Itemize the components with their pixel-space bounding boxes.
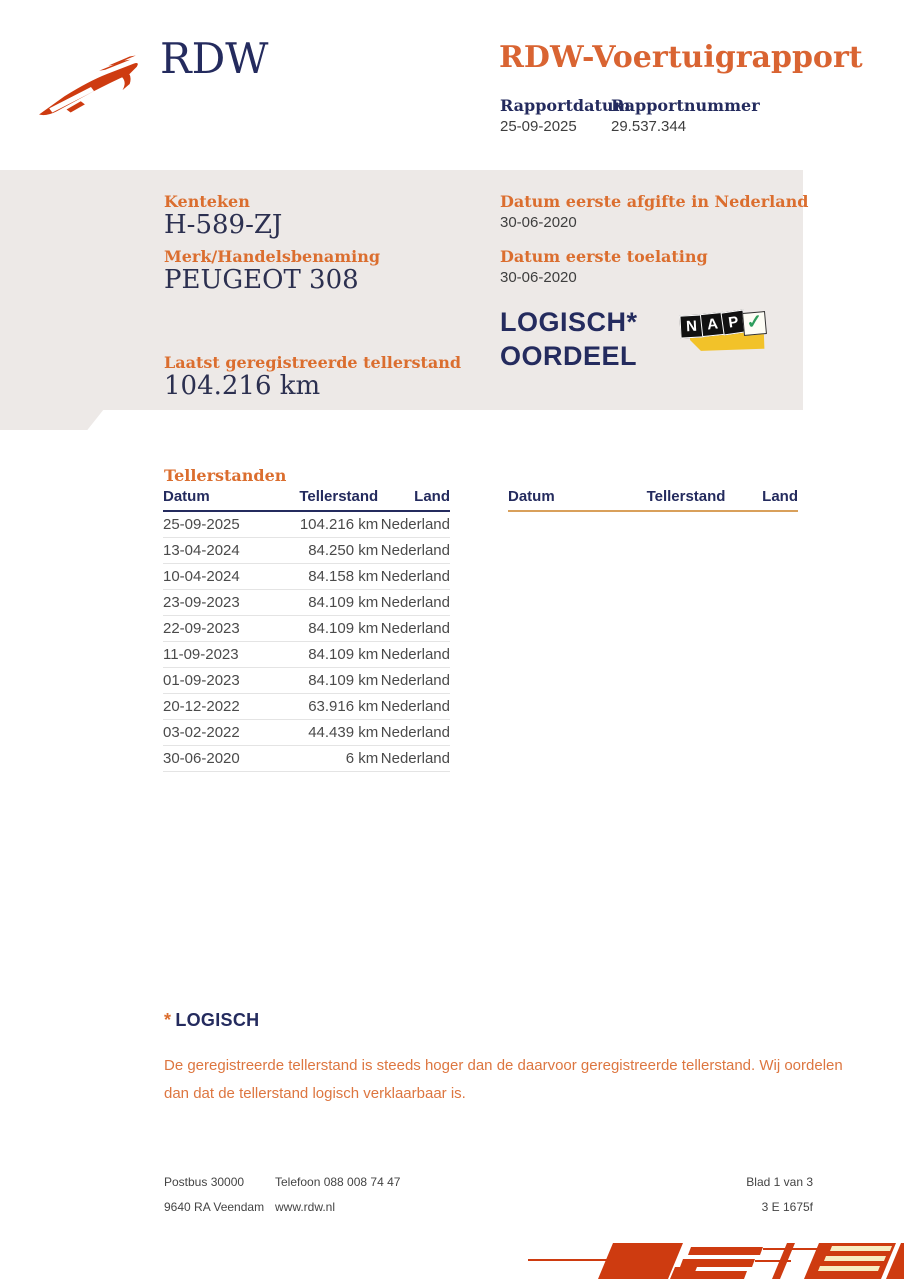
footer-city: 9640 RA Veendam (164, 1200, 265, 1214)
merk-value: PEUGEOT 308 (164, 265, 359, 295)
tellerstand-value: 104.216 km (164, 371, 321, 401)
nap-check-icon: ✓ (742, 311, 767, 336)
table-row: 20-12-2022 63.916 km Nederland (163, 694, 450, 720)
oordeel-line1: LOGISCH* (500, 307, 638, 337)
table-header-row (163, 488, 450, 511)
kenteken-value: H-589-ZJ (164, 210, 283, 240)
footer-phone: Telefoon 088 008 74 47 (275, 1175, 401, 1189)
tellerstanden-table (163, 488, 450, 772)
column-header-tellerstand: Tellerstand (275, 488, 378, 511)
oordeel-verdict (500, 305, 638, 373)
vehicle-summary-panel (0, 170, 809, 410)
table-row: 11-09-2023 84.109 km Nederland (163, 642, 450, 668)
footer-postbus: Postbus 30000 (164, 1175, 245, 1189)
tellerstand-label: Laatst geregistreerde tellerstand (164, 353, 462, 372)
table-row: 01-09-2023 84.109 km Nederland (163, 668, 450, 694)
column-header-tellerstand: Tellerstand (621, 488, 725, 511)
panel-diagonal-tab (0, 409, 104, 430)
report-date-label: Rapportdatum (500, 96, 631, 115)
logisch-explanation-text: De geregistreerde tellerstand is steeds hoger dan de daarvoor geregistreerde tellerstand. Wij oordelen dan dat de tellerstand logisch verklaarbaar is. (164, 1057, 843, 1102)
tellerstanden-table-second-column (508, 488, 798, 512)
nap-letter-n: N (679, 314, 703, 338)
kenteken-label: Kenteken (164, 192, 250, 211)
column-header-land: Land (378, 488, 450, 511)
toelating-value: 30-06-2020 (500, 269, 577, 286)
table-row: 13-04-2024 84.250 km Nederland (163, 538, 450, 564)
report-date-value: 25-09-2025 (500, 118, 577, 135)
oordeel-line2: OORDEEL (500, 341, 638, 371)
report-number-label: Rapportnummer (611, 96, 760, 115)
afgifte-label: Datum eerste afgifte in Nederland (500, 192, 809, 211)
footer-contact (275, 1170, 400, 1220)
table-row: 03-02-2022 44.439 km Nederland (163, 720, 450, 746)
footer-website: www.rdw.nl (275, 1200, 336, 1214)
footer-form-code: 3 E 1675f (761, 1200, 813, 1214)
logisch-heading (164, 1010, 259, 1031)
column-header-datum: Datum (508, 488, 621, 511)
page-title: RDW-Voertuigrapport (499, 40, 863, 75)
report-number-value: 29.537.344 (611, 118, 687, 135)
table-row: 30-06-2020 6 km Nederland (163, 746, 450, 772)
footer-page-number: Blad 1 van 3 (746, 1175, 813, 1189)
nap-letter-a: A (700, 312, 725, 337)
table-header-row (508, 488, 798, 511)
table-row: 10-04-2024 84.158 km Nederland (163, 564, 450, 590)
logisch-heading-text: LOGISCH (175, 1010, 260, 1030)
footer-page-info (746, 1170, 813, 1220)
asterisk-marker: * (164, 1010, 172, 1030)
tellerstanden-table-body (163, 511, 450, 772)
toelating-label: Datum eerste toelating (500, 247, 708, 266)
tellerstanden-heading: Tellerstanden (164, 466, 287, 485)
column-header-datum: Datum (163, 488, 275, 511)
nap-logo (678, 308, 768, 356)
nap-letter-p: P (721, 310, 747, 336)
footer-address (164, 1170, 264, 1220)
table-row: 22-09-2023 84.109 km Nederland (163, 616, 450, 642)
afgifte-value: 30-06-2020 (500, 214, 577, 231)
merk-label: Merk/Handelsbenaming (164, 247, 381, 266)
table-row: 25-09-2025 104.216 km Nederland (163, 511, 450, 538)
table-row: 23-09-2023 84.109 km Nederland (163, 590, 450, 616)
column-header-land: Land (725, 488, 798, 511)
bottom-stripe-artwork (520, 1234, 904, 1280)
rdw-wing-logo-icon (36, 50, 148, 118)
rdw-wordmark: RDW (160, 34, 269, 83)
